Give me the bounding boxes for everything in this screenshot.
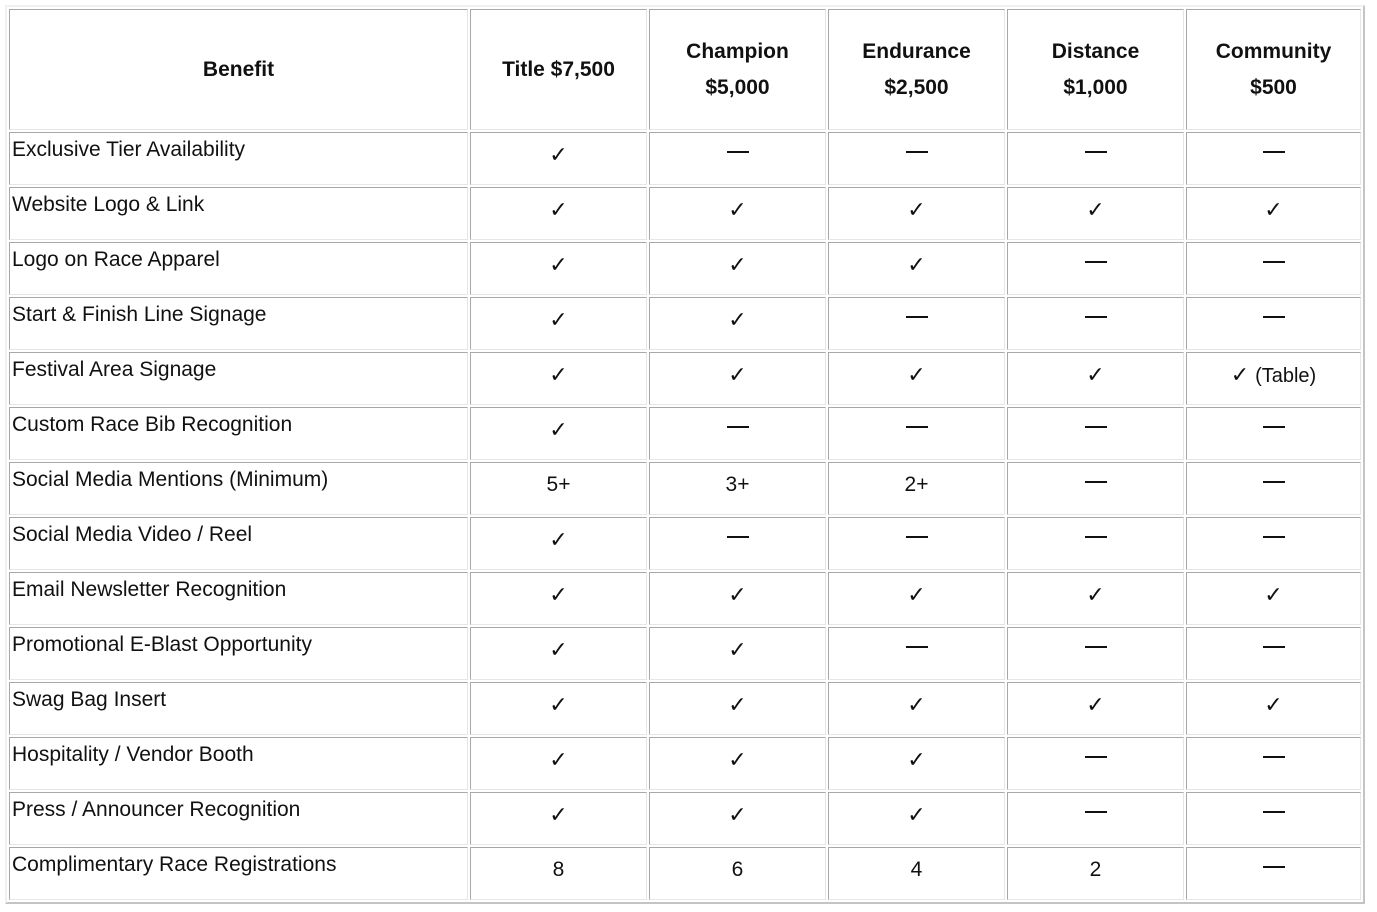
checkmark-icon: ✓ (549, 528, 568, 553)
table-row (9, 187, 1361, 240)
cell-champion: 6 (649, 847, 826, 900)
tier-note: (Table) (1255, 365, 1317, 387)
benefit-label: Start & Finish Line Signage (9, 297, 468, 350)
checkmark-icon: ✓ (1086, 198, 1105, 223)
cell-distance (1007, 737, 1184, 790)
checkmark-icon: ✓ (549, 748, 568, 773)
cell-community (1186, 572, 1361, 625)
checkmark-icon: ✓ (907, 803, 926, 828)
benefit-label: Complimentary Race Registrations (9, 847, 468, 900)
cell-endurance (828, 517, 1005, 570)
checkmark-icon: ✓ (1230, 363, 1250, 388)
benefit-label: Swag Bag Insert (9, 682, 468, 735)
checkmark-icon: ✓ (728, 363, 747, 388)
cell-endurance (828, 297, 1005, 350)
checkmark-icon: ✓ (1086, 363, 1105, 388)
checkmark-icon: ✓ (728, 308, 747, 333)
dash-icon (1085, 261, 1107, 263)
cell-community (1186, 242, 1361, 295)
dash-icon (1263, 646, 1285, 648)
cell-endurance (828, 242, 1005, 295)
cell-community (1186, 517, 1361, 570)
cell-community (1186, 847, 1361, 900)
cell-champion (649, 737, 826, 790)
cell-distance (1007, 572, 1184, 625)
cell-endurance (828, 792, 1005, 845)
dash-icon (1085, 811, 1107, 813)
dash-icon (1263, 316, 1285, 318)
dash-icon (1263, 866, 1285, 868)
cell-endurance (828, 132, 1005, 185)
cell-endurance (828, 572, 1005, 625)
dash-icon (1085, 756, 1107, 758)
header-champion-tier: Champion $5,000 (649, 9, 826, 130)
cell-endurance: 2+ (828, 462, 1005, 515)
table-row (9, 242, 1361, 295)
checkmark-icon: ✓ (549, 253, 568, 278)
cell-endurance (828, 407, 1005, 460)
checkmark-icon: ✓ (549, 363, 568, 388)
cell-distance (1007, 627, 1184, 680)
checkmark-icon: ✓ (549, 803, 568, 828)
dash-icon (727, 426, 749, 428)
table-row (9, 792, 1361, 845)
dash-icon (906, 426, 928, 428)
cell-title (470, 187, 647, 240)
dash-icon (1263, 756, 1285, 758)
dash-icon (727, 151, 749, 153)
dash-icon (1263, 481, 1285, 483)
cell-endurance (828, 187, 1005, 240)
benefit-label: Festival Area Signage (9, 352, 468, 405)
checkmark-icon: ✓ (907, 198, 926, 223)
dash-icon (906, 536, 928, 538)
benefit-label: Custom Race Bib Recognition (9, 407, 468, 460)
cell-champion (649, 132, 826, 185)
checkmark-icon: ✓ (1086, 583, 1105, 608)
dash-icon (906, 151, 928, 153)
dash-icon (906, 646, 928, 648)
dash-icon (1085, 536, 1107, 538)
checkmark-icon: ✓ (1264, 583, 1283, 608)
benefit-label: Logo on Race Apparel (9, 242, 468, 295)
dash-icon (1263, 151, 1285, 153)
checkmark-icon: ✓ (907, 253, 926, 278)
cell-distance (1007, 462, 1184, 515)
benefit-label: Website Logo & Link (9, 187, 468, 240)
cell-distance (1007, 352, 1184, 405)
cell-community (1186, 407, 1361, 460)
dash-icon (906, 316, 928, 318)
table-row (9, 517, 1361, 570)
cell-community (1186, 462, 1361, 515)
dash-icon (1085, 481, 1107, 483)
sponsorship-benefits-table (5, 5, 1365, 904)
cell-champion (649, 682, 826, 735)
cell-title (470, 297, 647, 350)
cell-distance (1007, 682, 1184, 735)
cell-distance (1007, 517, 1184, 570)
checkmark-icon: ✓ (549, 198, 568, 223)
cell-champion: 3+ (649, 462, 826, 515)
dash-icon (727, 536, 749, 538)
benefit-label: Social Media Mentions (Minimum) (9, 462, 468, 515)
cell-title: 5+ (470, 462, 647, 515)
cell-champion (649, 627, 826, 680)
cell-distance (1007, 297, 1184, 350)
table-row (9, 352, 1361, 405)
cell-community (1186, 737, 1361, 790)
benefit-label: Email Newsletter Recognition (9, 572, 468, 625)
cell-title (470, 407, 647, 460)
table-row (9, 132, 1361, 185)
cell-title (470, 792, 647, 845)
cell-champion (649, 187, 826, 240)
benefit-label: Exclusive Tier Availability (9, 132, 468, 185)
cell-endurance (828, 737, 1005, 790)
cell-community (1186, 187, 1361, 240)
cell-title (470, 132, 647, 185)
dash-icon (1085, 646, 1107, 648)
dash-icon (1085, 426, 1107, 428)
checkmark-icon: ✓ (549, 418, 568, 443)
dash-icon (1263, 261, 1285, 263)
cell-champion (649, 352, 826, 405)
cell-community (1186, 627, 1361, 680)
checkmark-icon: ✓ (728, 253, 747, 278)
table-row (9, 737, 1361, 790)
benefit-label: Press / Announcer Recognition (9, 792, 468, 845)
table-row (9, 462, 1361, 515)
cell-distance: 2 (1007, 847, 1184, 900)
cell-champion (649, 517, 826, 570)
table-row (9, 297, 1361, 350)
header-row (9, 9, 1361, 130)
cell-community (1186, 297, 1361, 350)
cell-champion (649, 242, 826, 295)
cell-endurance (828, 682, 1005, 735)
table-row (9, 627, 1361, 680)
checkmark-icon: ✓ (549, 693, 568, 718)
cell-title: 8 (470, 847, 647, 900)
cell-champion (649, 297, 826, 350)
dash-icon (1263, 536, 1285, 538)
table-row (9, 682, 1361, 735)
table-row (9, 847, 1361, 900)
checkmark-icon: ✓ (728, 638, 747, 663)
cell-title (470, 737, 647, 790)
benefit-label: Promotional E-Blast Opportunity (9, 627, 468, 680)
cell-distance (1007, 242, 1184, 295)
checkmark-icon: ✓ (907, 363, 926, 388)
cell-community (1186, 352, 1361, 405)
header-distance-tier: Distance $1,000 (1007, 9, 1184, 130)
cell-endurance (828, 627, 1005, 680)
checkmark-icon: ✓ (728, 748, 747, 773)
cell-endurance (828, 352, 1005, 405)
table-body (9, 132, 1361, 900)
checkmark-icon: ✓ (728, 693, 747, 718)
cell-title (470, 682, 647, 735)
dash-icon (1263, 426, 1285, 428)
cell-community (1186, 132, 1361, 185)
cell-distance (1007, 407, 1184, 460)
checkmark-icon: ✓ (549, 583, 568, 608)
header-title-tier: Title $7,500 (470, 9, 647, 130)
checkmark-icon: ✓ (728, 198, 747, 223)
cell-title (470, 517, 647, 570)
benefit-label: Hospitality / Vendor Booth (9, 737, 468, 790)
cell-champion (649, 407, 826, 460)
header-endurance-tier: Endurance $2,500 (828, 9, 1005, 130)
cell-title (470, 242, 647, 295)
cell-endurance: 4 (828, 847, 1005, 900)
cell-champion (649, 792, 826, 845)
dash-icon (1085, 151, 1107, 153)
checkmark-icon: ✓ (728, 803, 747, 828)
dash-icon (1263, 811, 1285, 813)
checkmark-icon: ✓ (728, 583, 747, 608)
table-row (9, 407, 1361, 460)
checkmark-icon: ✓ (1086, 693, 1105, 718)
cell-community (1186, 682, 1361, 735)
checkmark-icon: ✓ (907, 583, 926, 608)
checkmark-icon: ✓ (549, 638, 568, 663)
cell-title (470, 352, 647, 405)
cell-community (1186, 792, 1361, 845)
checkmark-icon: ✓ (1264, 198, 1283, 223)
header-community-tier: Community $500 (1186, 9, 1361, 130)
benefit-label: Social Media Video / Reel (9, 517, 468, 570)
checkmark-icon: ✓ (907, 748, 926, 773)
cell-title (470, 572, 647, 625)
header-benefit: Benefit (9, 9, 468, 130)
cell-distance (1007, 132, 1184, 185)
table-row (9, 572, 1361, 625)
cell-champion (649, 572, 826, 625)
cell-distance (1007, 187, 1184, 240)
cell-distance (1007, 792, 1184, 845)
checkmark-icon: ✓ (549, 143, 568, 168)
dash-icon (1085, 316, 1107, 318)
checkmark-icon: ✓ (1264, 693, 1283, 718)
checkmark-icon: ✓ (907, 693, 926, 718)
cell-title (470, 627, 647, 680)
checkmark-icon: ✓ (549, 308, 568, 333)
